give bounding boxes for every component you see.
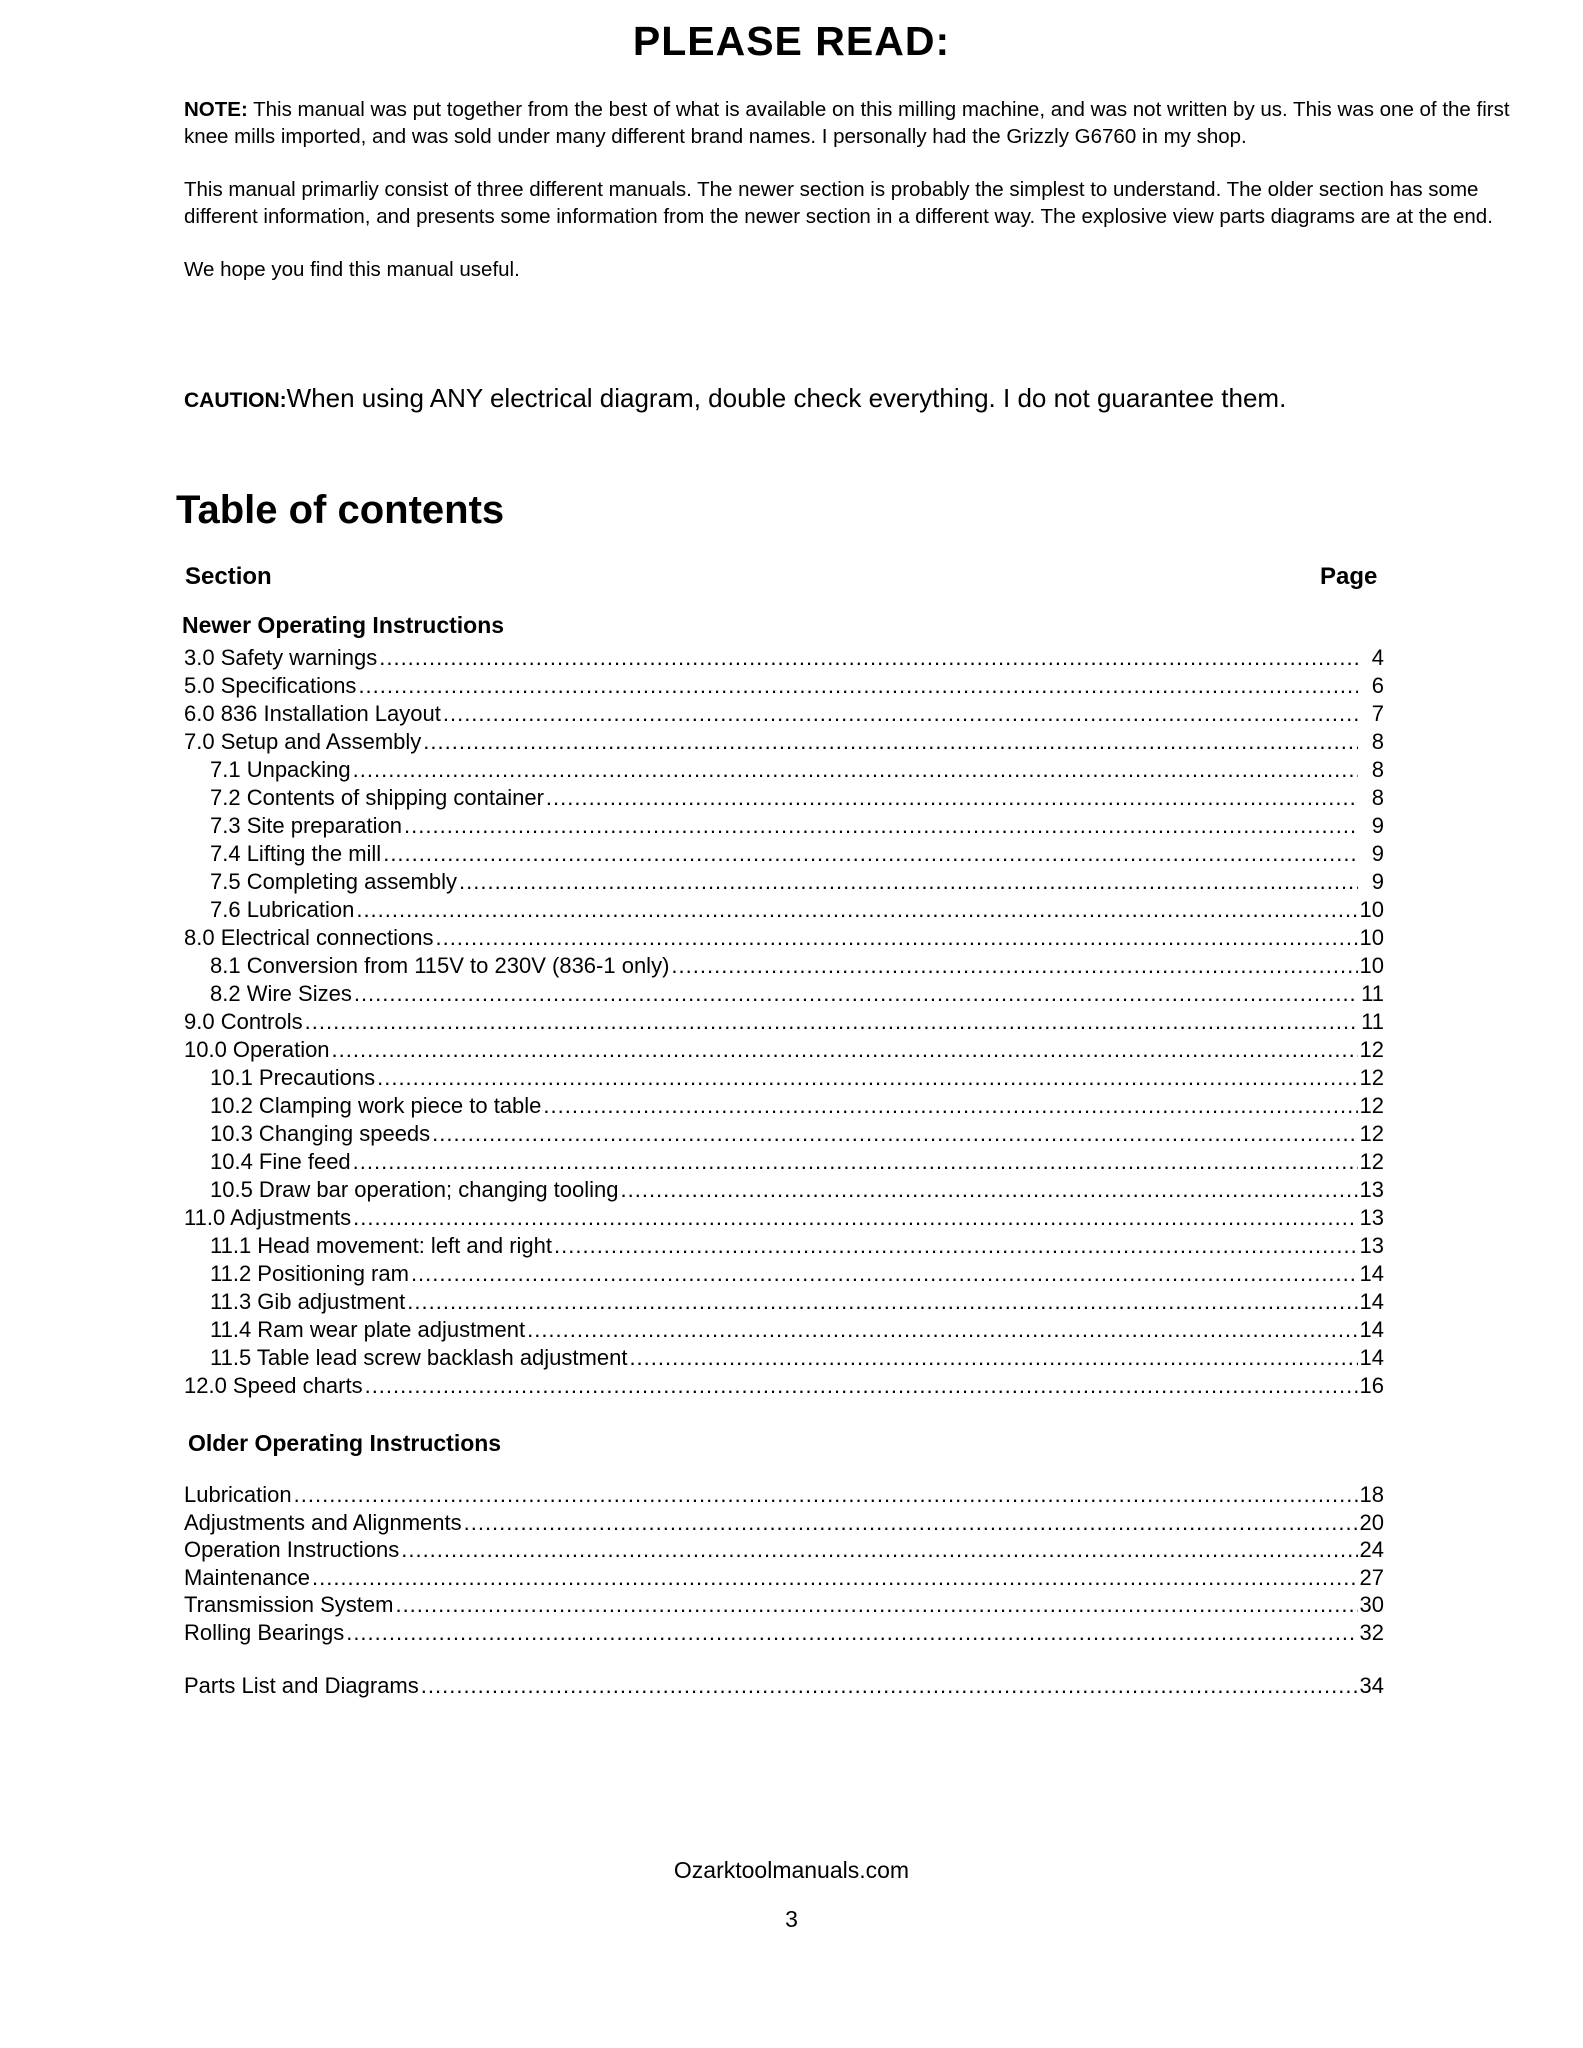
toc-entry-page: 10 [1359,925,1384,950]
toc-entry-page: 12 [1359,1093,1384,1118]
dot-leader [353,757,1358,783]
toc-entry[interactable] [184,1510,1384,1538]
toc-entry-title: 10.1 Precautions [210,1065,376,1090]
toc-entry[interactable] [184,953,1384,981]
toc-entry-title: Operation Instructions [184,1537,400,1562]
toc-entry-title: 5.0 Specifications [184,673,357,698]
toc-entry-title: 8.2 Wire Sizes [210,981,352,1006]
toc-entry[interactable] [184,1261,1384,1289]
dot-leader [546,785,1358,811]
toc-entry-page: 8 [1371,757,1384,782]
toc-entry-page: 12 [1359,1065,1384,1090]
toc-entry-title: 9.0 Controls [184,1009,303,1034]
toc-entry-title: 11.4 Ram wear plate adjustment [210,1317,526,1342]
toc-entry[interactable] [184,1592,1384,1620]
toc-entry-title: 10.3 Changing speeds [210,1121,431,1146]
caution-line [184,383,1514,414]
toc-entry[interactable] [184,673,1384,701]
intro-paragraph-2: This manual primarliy consist of three different manuals. The newer section is probably the simplest to understand. The older section has some different information, and presents some information from the newer section in a different way. The explosive view parts diagrams are at the end. [184,178,1493,228]
page-number: 3 [785,1906,798,1932]
toc-entry[interactable] [184,1205,1384,1233]
dot-leader [464,1510,1358,1536]
toc-entry-page: 14 [1359,1345,1384,1370]
older-instructions-title: Older Operating Instructions [188,1430,502,1456]
toc-entry[interactable] [184,1537,1384,1565]
caution-label: CAUTION: [184,389,287,412]
dot-leader [435,925,1357,951]
dot-leader [312,1565,1358,1591]
note-label: NOTE: [184,98,248,121]
dot-leader [356,897,1357,923]
dot-leader [407,1289,1357,1315]
toc-title: Table of contents [176,488,505,532]
dot-leader [332,1037,1358,1063]
toc-entry-title: 7.0 Setup and Assembly [184,729,422,754]
toc-entry[interactable] [184,1289,1384,1317]
toc-entry[interactable] [184,897,1384,925]
dot-leader [358,673,1358,699]
dot-leader [395,1592,1357,1618]
toc-entry-page: 6 [1371,673,1384,698]
toc-entry-title: 7.3 Site preparation [210,813,403,838]
toc-entry-title: Adjustments and Alignments [184,1509,462,1535]
toc-entry[interactable] [184,1009,1384,1037]
toc-entry-title: 7.6 Lubrication [210,897,355,922]
toc-entry[interactable] [184,981,1384,1009]
toc-entry-title: 11.3 Gib adjustment [210,1289,406,1314]
toc-entry-page: 14 [1359,1317,1384,1342]
toc-entry[interactable] [184,757,1384,785]
newer-toc-list [184,645,1384,1401]
toc-entry[interactable] [184,1620,1384,1648]
dot-leader [543,1093,1357,1119]
toc-entry-page: 32 [1359,1619,1384,1645]
toc-entry-title: 11.1 Head movement: left and right [210,1233,553,1258]
caution-text: When using ANY electrical diagram, double check everything. I do not guarantee them. [286,383,1287,413]
dot-leader [353,1205,1357,1231]
toc-entry-title: 8.0 Electrical connections [184,925,434,950]
dot-leader [423,729,1358,755]
toc-entry-title: Maintenance [184,1564,310,1590]
toc-entry-page: 30 [1359,1592,1384,1617]
toc-entry-title: Rolling Bearings [184,1619,345,1645]
dot-leader [527,1317,1357,1343]
dot-leader [421,1673,1358,1699]
toc-entry[interactable] [184,729,1384,757]
toc-entry[interactable] [184,869,1384,897]
toc-entry-page: 9 [1371,869,1384,894]
dot-leader [383,841,1358,867]
toc-section-header: Section [185,563,272,590]
toc-entry-title: Parts List and Diagrams [184,1673,419,1698]
toc-entry[interactable] [184,1345,1384,1373]
toc-entry-page: 20 [1359,1509,1384,1535]
toc-entry-page: 10 [1359,897,1384,922]
dot-leader [443,701,1358,727]
dot-leader [346,1620,1357,1646]
toc-entry-title: 7.2 Contents of shipping container [210,785,544,810]
toc-entry-page: 13 [1359,1177,1384,1202]
toc-entry-page: 14 [1359,1261,1384,1286]
toc-entry-page: 8 [1371,785,1384,810]
toc-entry-page: 24 [1359,1537,1384,1562]
dot-leader [621,1177,1358,1203]
toc-entry-title: 8.1 Conversion from 115V to 230V (836-1 only) [210,953,670,978]
toc-entry-page: 16 [1359,1373,1384,1398]
toc-entry-title: 6.0 836 Installation Layout [184,701,441,726]
dot-leader [629,1345,1357,1371]
toc-entry-page: 14 [1359,1289,1384,1314]
toc-entry-title: 11.0 Adjustments [184,1205,352,1230]
dot-leader [354,981,1358,1007]
dot-leader [294,1482,1358,1508]
toc-entry-page: 8 [1371,729,1384,754]
toc-entry[interactable] [184,925,1384,953]
toc-entry-page: 18 [1359,1482,1384,1507]
toc-entry-title: 11.5 Table lead screw backlash adjustment [210,1345,628,1370]
toc-entry[interactable] [184,701,1384,729]
dot-leader [379,645,1358,671]
note-text: This manual was put together from the best of what is available on this milling machine, and was not written by us. This was one of the first knee mills imported, and was sold under many different brand names. I personally had the Grizzly G6760 in my shop. [184,98,1510,148]
toc-entry[interactable] [184,1317,1384,1345]
dot-leader [377,1065,1357,1091]
dot-leader [353,1149,1358,1175]
toc-entry-page: 12 [1359,1037,1384,1062]
newer-instructions-title: Newer Operating Instructions [182,612,505,638]
dot-leader [554,1233,1358,1259]
toc-entry-page: 12 [1359,1121,1384,1146]
toc-entry-page: 11 [1361,1009,1384,1034]
dot-leader [305,1009,1358,1035]
dot-leader [432,1121,1357,1147]
toc-entry-title: Transmission System [184,1592,394,1617]
toc-entry[interactable] [184,1121,1384,1149]
toc-entry-page: 7 [1371,701,1384,726]
intro-notes [184,96,1514,309]
toc-entry-page: 10 [1359,953,1384,978]
toc-entry-title: 3.0 Safety warnings [184,645,378,670]
toc-entry[interactable] [184,813,1384,841]
toc-entry-page: 13 [1359,1205,1384,1230]
toc-entry-title: 10.2 Clamping work piece to table [210,1093,542,1118]
toc-entry[interactable] [184,1482,1384,1510]
toc-entry-page: 9 [1371,841,1384,866]
dot-leader [671,953,1357,979]
footer-website: Ozarktoolmanuals.com [673,1857,910,1883]
intro-paragraph-3: We hope you find this manual useful. [184,258,520,281]
toc-entry-page: 4 [1371,645,1384,670]
toc-entry[interactable] [184,1149,1384,1177]
toc-entry-title: 12.0 Speed charts [184,1373,363,1398]
dot-leader [401,1537,1357,1563]
toc-entry-title: 7.5 Completing assembly [210,869,458,894]
older-toc-list [184,1482,1384,1701]
toc-entry[interactable] [184,1093,1384,1121]
toc-entry[interactable] [184,645,1384,673]
toc-entry-title: 7.1 Unpacking [210,757,351,782]
toc-entry-page: 11 [1361,981,1384,1006]
dot-leader [459,869,1358,895]
dot-leader [365,1373,1358,1399]
toc-entry[interactable] [184,1373,1384,1401]
toc-entry[interactable] [184,1565,1384,1593]
dot-leader [404,813,1358,839]
toc-entry-page: 34 [1359,1673,1384,1698]
toc-entry[interactable] [184,1037,1384,1065]
toc-entry-page: 13 [1359,1233,1384,1258]
toc-page-header: Page [1320,563,1378,590]
toc-entry-page: 12 [1359,1149,1384,1174]
toc-entry[interactable] [184,1673,1384,1701]
toc-entry-page: 27 [1359,1564,1384,1590]
toc-entry[interactable] [184,1065,1384,1093]
toc-entry[interactable] [184,841,1384,869]
toc-entry[interactable] [184,1177,1384,1205]
toc-entry-title: 7.4 Lifting the mill [210,841,382,866]
toc-entry-title: Lubrication [184,1482,292,1507]
page-title: PLEASE READ: [632,18,951,64]
toc-entry-title: 10.4 Fine feed [210,1149,351,1174]
note-paragraph [184,96,1514,150]
dot-leader [411,1261,1358,1287]
toc-entry[interactable] [184,1233,1384,1261]
toc-entry-title: 10.0 Operation [184,1037,330,1062]
toc-entry-title: 10.5 Draw bar operation; changing tooling [210,1177,619,1202]
toc-entry[interactable] [184,785,1384,813]
toc-entry-title: 11.2 Positioning ram [210,1261,409,1286]
toc-entry-page: 9 [1371,813,1384,838]
